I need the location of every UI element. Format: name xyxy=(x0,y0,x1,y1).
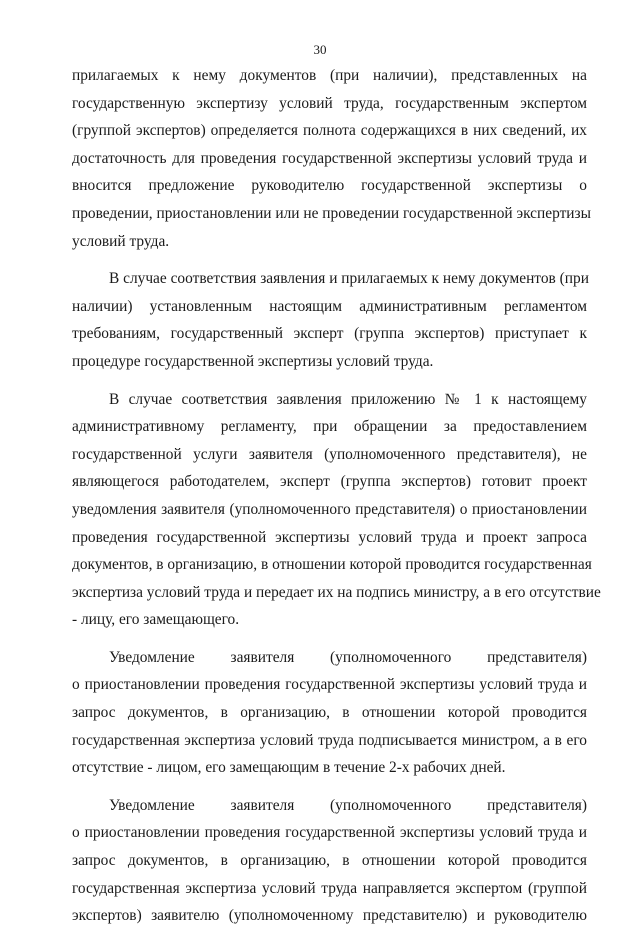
text-line: Уведомление заявителя (уполномоченного представителя) xyxy=(109,648,587,666)
text-line: о приостановлении проведения государственной экспертизы условий труда и xyxy=(72,676,587,694)
text-line: В случае соответствия заявления и прилагаемых к нему документов (при xyxy=(109,270,589,288)
text-line: - лицу, его замещающего. xyxy=(72,611,240,629)
text-line: отсутствие - лицом, его замещающим в течение 2-х рабочих дней. xyxy=(72,759,506,777)
text-line: государственную экспертизу условий труда, государственным экспертом xyxy=(72,94,587,112)
paragraph-1 xyxy=(72,62,591,255)
text-line: уведомления заявителя (уполномоченного представителя) о приостановлении xyxy=(72,500,587,518)
text-line: Уведомление заявителя (уполномоченного представителя) xyxy=(109,796,587,814)
text-line: являющегося работодателем, эксперт (группа экспертов) готовит проект xyxy=(72,473,587,491)
document-body xyxy=(72,62,601,940)
text-line: о приостановлении проведения государственной экспертизы условий труда и xyxy=(72,824,587,842)
text-line: проведения государственной экспертизы условий труда и проект запроса xyxy=(72,528,587,546)
text-line: документов, в организацию, в отношении которой проводится государственная xyxy=(72,556,592,574)
paragraph-3 xyxy=(72,386,601,634)
text-line: экспертиза условий труда и передает их на подпись министру, а в его отсутствие xyxy=(72,583,601,601)
text-line: вносится предложение руководителю государственной экспертизы о xyxy=(72,177,587,195)
text-line: государственная экспертиза условий труда подписывается министром, а в его xyxy=(72,731,587,749)
text-line: процедуре государственной экспертизы условий труда. xyxy=(72,352,434,370)
paragraph-4 xyxy=(72,644,587,782)
text-line: достаточность для проведения государственной экспертизы условий труда и xyxy=(72,149,587,167)
text-line: государственной услуги заявителя (уполномоченного представителя), не xyxy=(72,445,587,463)
text-line: запрос документов, в организацию, в отношении которой проводится xyxy=(72,704,587,722)
page-number: 30 xyxy=(313,42,327,57)
paragraph-5 xyxy=(72,792,587,930)
paragraph-2 xyxy=(72,265,587,375)
text-line: требованиям, государственный эксперт (группа экспертов) приступает к xyxy=(72,325,587,343)
text-line: экспертов) заявителю (уполномоченному представителю) и руководителю xyxy=(72,907,587,925)
text-line: (группой экспертов) определяется полнота содержащихся в них сведений, их xyxy=(72,122,587,140)
text-line: административному регламенту, при обращении за предоставлением xyxy=(72,418,587,436)
text-line: проведении, приостановлении или не проведении государственной экспертизы xyxy=(72,204,591,222)
text-line: В случае соответствия заявления приложению № 1 к настоящему xyxy=(109,390,587,408)
text-line: наличии) установленным настоящим административным регламентом xyxy=(72,297,587,315)
text-line: государственная экспертиза условий труда направляется экспертом (группой xyxy=(72,879,587,897)
text-line: запрос документов, в организацию, в отношении которой проводится xyxy=(72,852,587,870)
text-line: прилагаемых к нему документов (при наличии), представленных на xyxy=(72,67,587,84)
text-line: условий труда. xyxy=(72,232,170,250)
